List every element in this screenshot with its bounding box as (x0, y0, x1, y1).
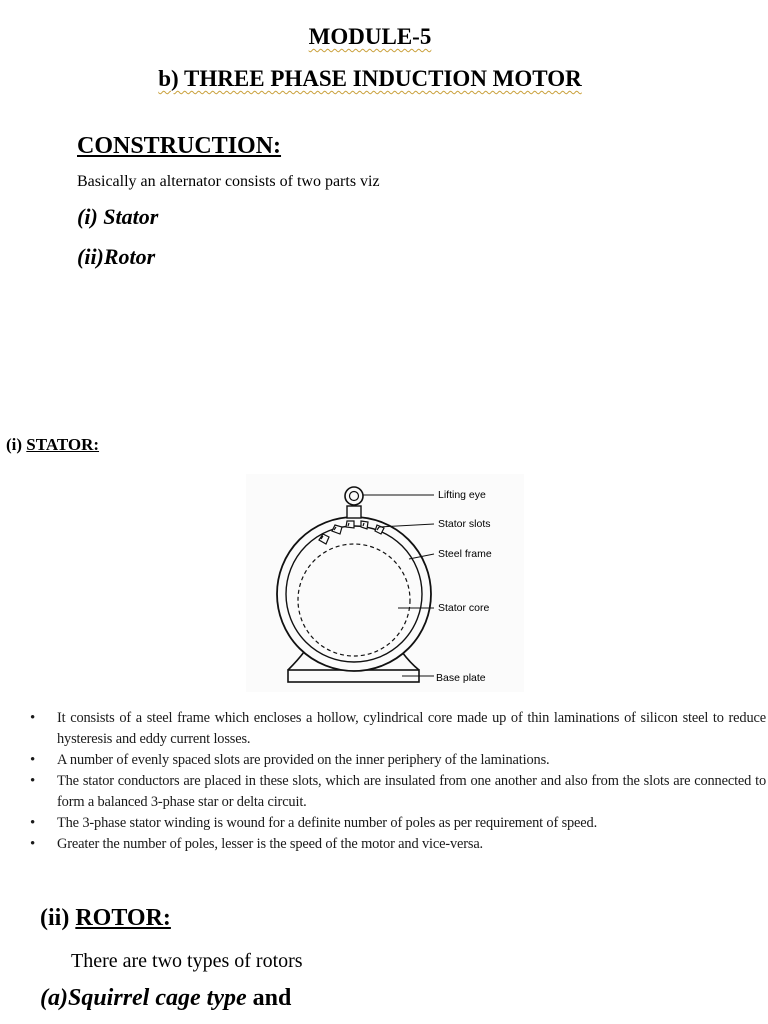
stator-bullet-list (30, 708, 766, 855)
module-title (0, 24, 740, 50)
label-lifting-eye: Lifting eye (438, 489, 486, 501)
label-steel-frame: Steel frame (438, 548, 492, 560)
list-item: • The stator conductors are placed in these slots, which are insulated from one another and also from the slots are connected to form a balanced 3-phase star or delta circuit. (30, 771, 766, 813)
rotor-heading (40, 905, 171, 932)
page-title (0, 66, 740, 92)
list-item: • The 3-phase stator winding is wound for a definite number of poles as per requirement of speed. (30, 813, 766, 834)
construction-intro: Basically an alternator consists of two parts viz (77, 173, 380, 190)
steel-frame-outer (277, 517, 431, 671)
page-title-text: b) THREE PHASE INDUCTION MOTOR (158, 66, 582, 91)
list-item: • Greater the number of poles, lesser is the speed of the motor and vice-versa. (30, 834, 766, 855)
rotor-type-a-suffix: and (246, 985, 292, 1011)
slot-3 (346, 521, 354, 528)
stator-heading (6, 435, 99, 455)
label-stator-core: Stator core (438, 602, 490, 614)
list-item: • A number of evenly spaced slots are provided on the inner periphery of the laminations. (30, 750, 766, 771)
rotor-type-a (40, 985, 291, 1012)
slot-4 (361, 521, 368, 529)
label-stator-slots: Stator slots (438, 518, 491, 530)
part-rotor: (ii)Rotor (77, 244, 156, 269)
rotor-type-a-text: (a)Squirrel cage type (40, 985, 247, 1011)
construction-heading: CONSTRUCTION: (77, 133, 282, 159)
module-title-text: MODULE-5 (308, 24, 432, 49)
label-base-plate: Base plate (436, 672, 486, 684)
stator-figure (246, 474, 524, 692)
rotor-heading-text: ROTOR: (75, 905, 171, 931)
lifting-eye-neck (347, 506, 361, 518)
stator-diagram (246, 474, 524, 692)
stator-heading-text: STATOR: (26, 435, 100, 454)
list-item: • It consists of a steel frame which encloses a hollow, cylindrical core made up of thin laminations of silicon steel to reduce hysteresis and eddy current losses. (30, 708, 766, 750)
rotor-intro: There are two types of rotors (71, 950, 303, 972)
part-stator: (i) Stator (77, 204, 159, 229)
stator-heading-prefix: (i) (6, 435, 27, 454)
rotor-heading-prefix: (ii) (40, 905, 76, 931)
lifting-eye-ring (345, 487, 363, 505)
